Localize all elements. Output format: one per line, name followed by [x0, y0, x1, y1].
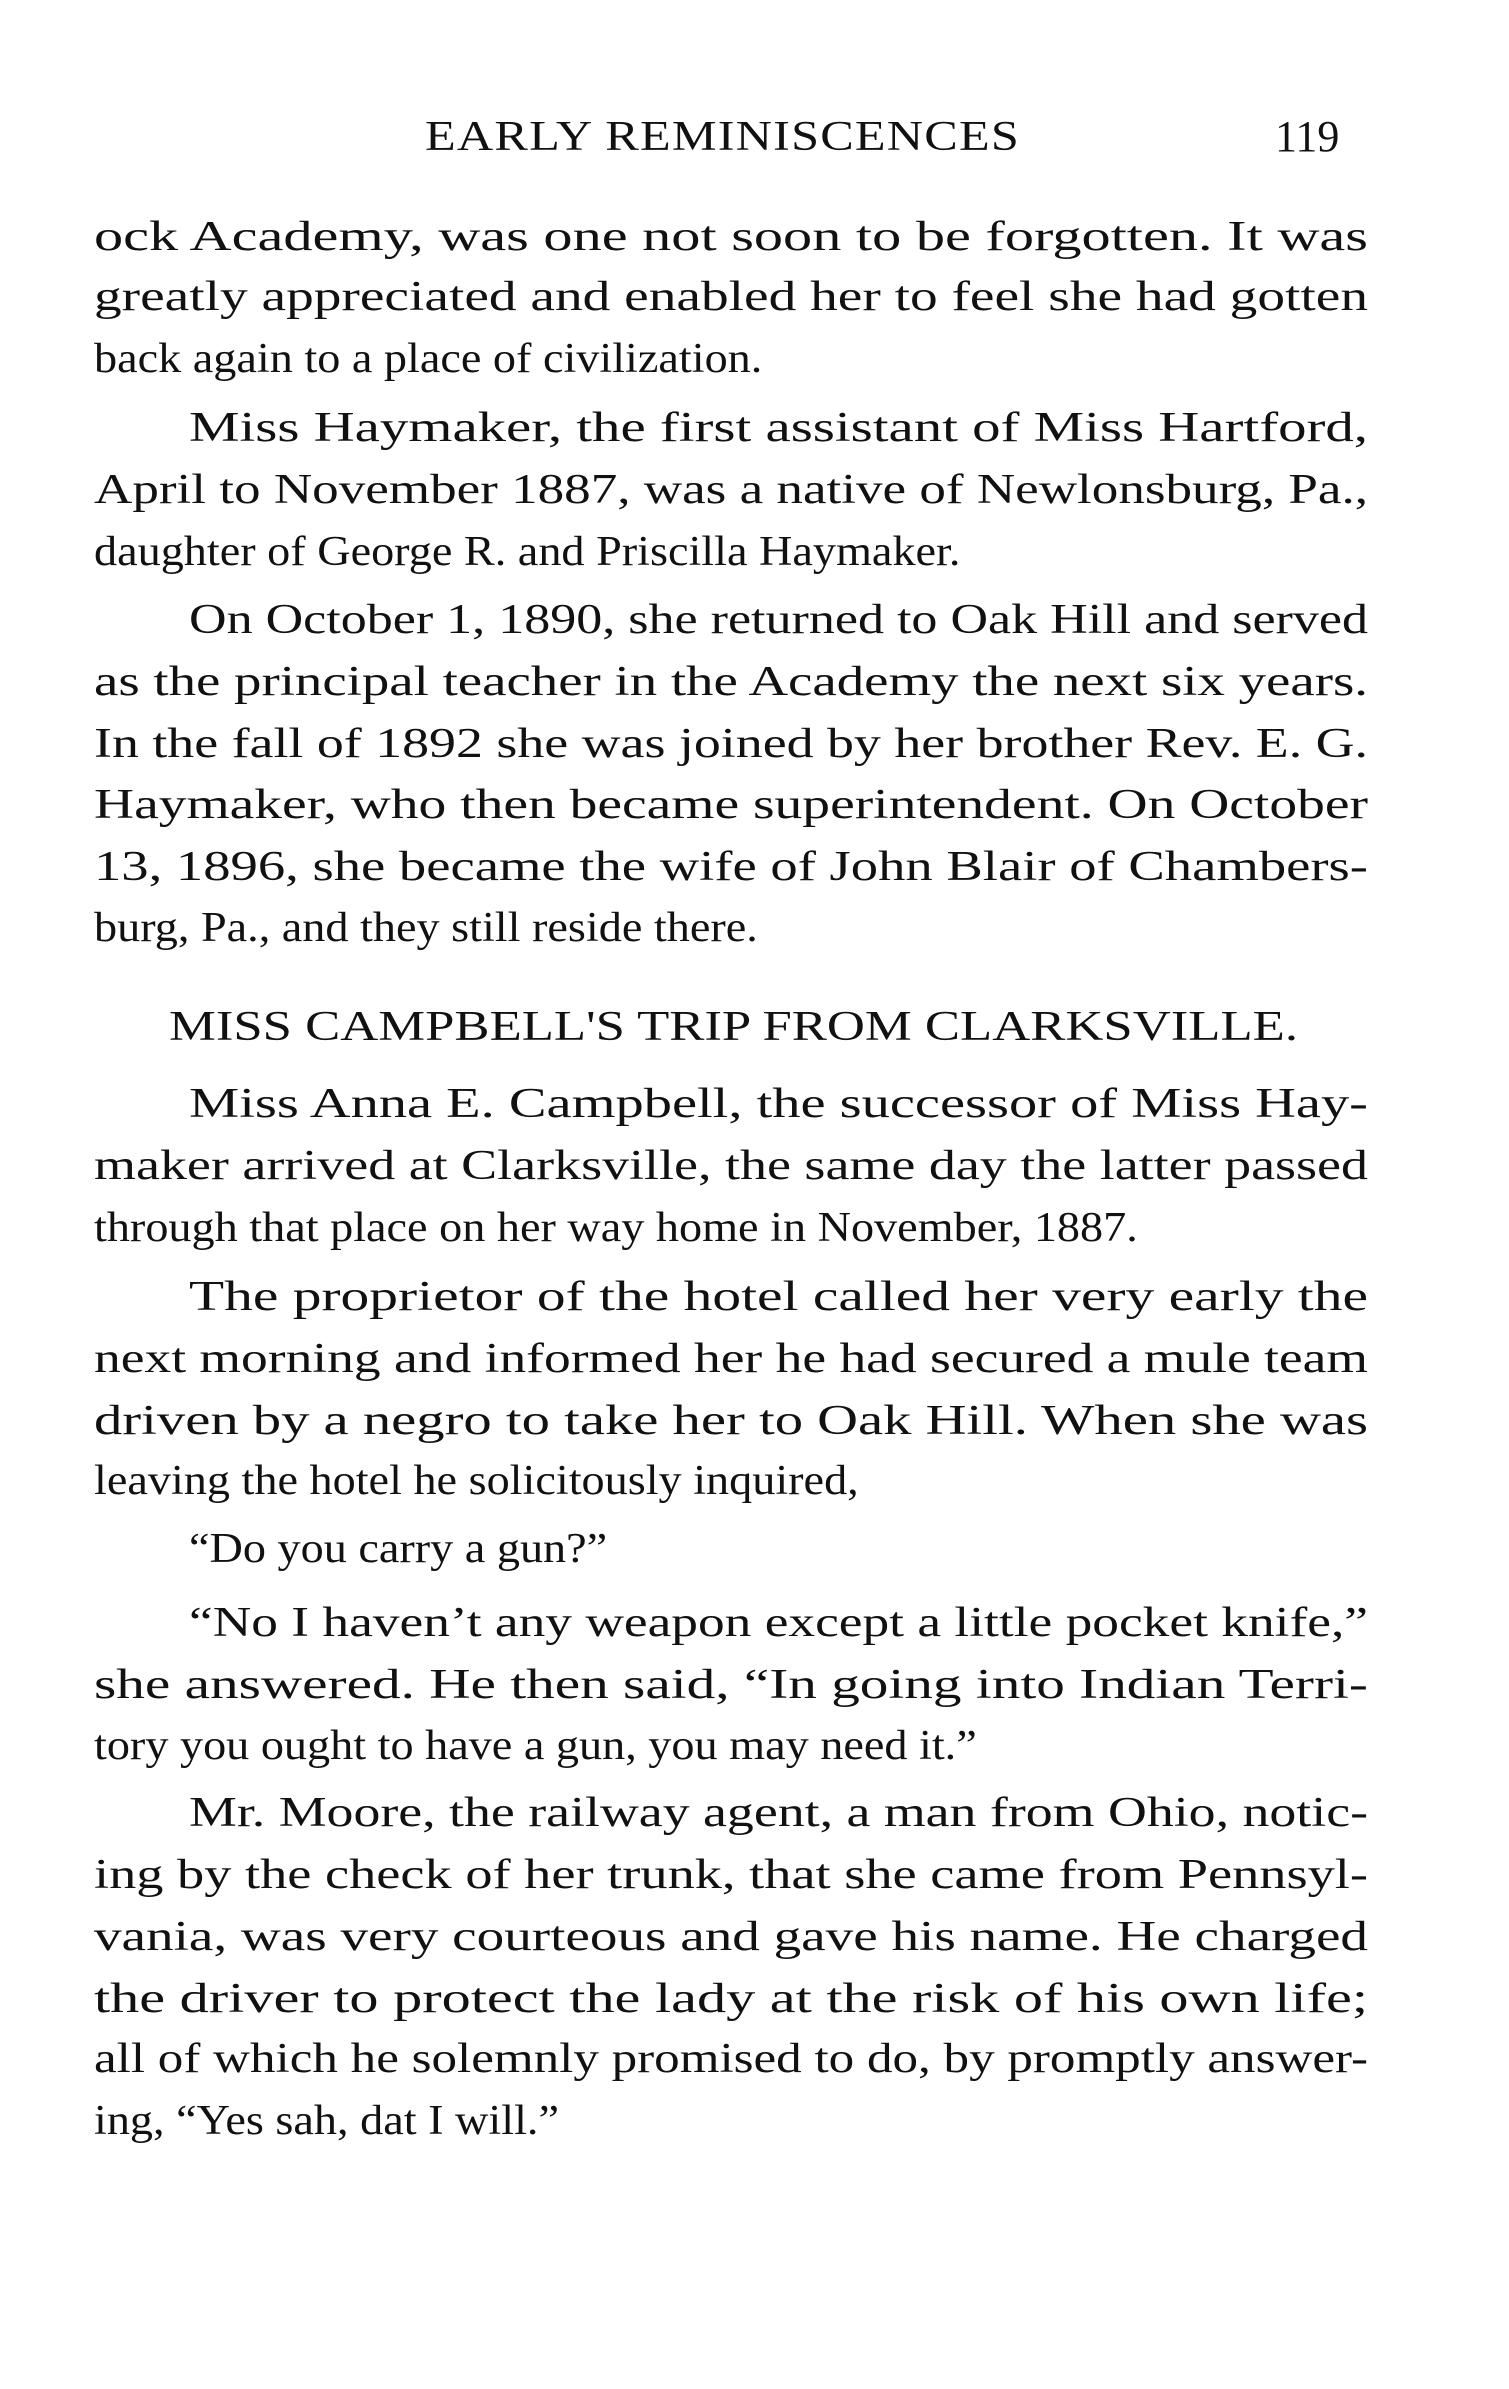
text-line: as the principal teacher in the Academy the next six years.: [94, 659, 1368, 705]
text-line: burg, Pa., and they still reside there.: [94, 905, 758, 951]
text-line: In the fall of 1892 she was joined by her brother Rev. E. G.: [94, 721, 1368, 767]
text-line: driven by a negro to take her to Oak Hill. When she was: [94, 1398, 1368, 1444]
text-line: The proprietor of the hotel called her very early the: [189, 1274, 1368, 1320]
text-line: ing by the check of her trunk, that she came from Pennsyl-: [94, 1852, 1368, 1898]
text-line: 13, 1896, she became the wife of John Blair of Chambers-: [94, 844, 1368, 890]
text-line: “Do you carry a gun?”: [189, 1526, 608, 1572]
text-line: through that place on her way home in November, 1887.: [94, 1205, 1138, 1251]
text-line: Miss Anna E. Campbell, the successor of Miss Hay-: [189, 1081, 1368, 1127]
text-line: April to November 1887, was a native of Newlonsburg, Pa.,: [94, 467, 1368, 513]
text-line: Haymaker, who then became superintendent. On October: [94, 782, 1368, 828]
running-header: EARLY REMINISCENCES: [425, 114, 1020, 160]
text-line: ock Academy, was one not soon to be forgotten. It was: [94, 214, 1368, 260]
text-line: all of which he solemnly promised to do, by promptly answer-: [94, 2036, 1368, 2082]
section-heading: MISS CAMPBELL'S TRIP FROM CLARKSVILLE.: [169, 1004, 1298, 1050]
text-line: the driver to protect the lady at the risk of his own life;: [94, 1976, 1368, 2022]
text-line: vania, was very courteous and gave his name. He charged: [94, 1914, 1368, 1960]
text-line: daughter of George R. and Priscilla Haymaker.: [94, 529, 961, 575]
text-line: leaving the hotel he solicitously inquired,: [94, 1458, 859, 1504]
text-line: tory you ought to have a gun, you may need it.”: [94, 1723, 977, 1769]
text-line: she answered. He then said, “In going into Indian Terri-: [94, 1662, 1368, 1708]
text-line: greatly appreciated and enabled her to feel she had gotten: [94, 274, 1368, 320]
text-line: On October 1, 1890, she returned to Oak Hill and served: [189, 597, 1368, 643]
text-line: “No I haven’t any weapon except a little pocket knife,”: [189, 1600, 1368, 1646]
text-line: back again to a place of civilization.: [94, 336, 763, 382]
text-line: Mr. Moore, the railway agent, a man from Ohio, notic-: [189, 1790, 1368, 1836]
text-line: next morning and informed her he had secured a mule team: [94, 1336, 1368, 1382]
text-line: ing, “Yes sah, dat I will.”: [94, 2098, 559, 2144]
text-line: Miss Haymaker, the first assistant of Miss Hartford,: [189, 405, 1368, 451]
text-line: maker arrived at Clarksville, the same day the latter passed: [94, 1143, 1368, 1189]
page-number: 119: [1275, 112, 1340, 161]
